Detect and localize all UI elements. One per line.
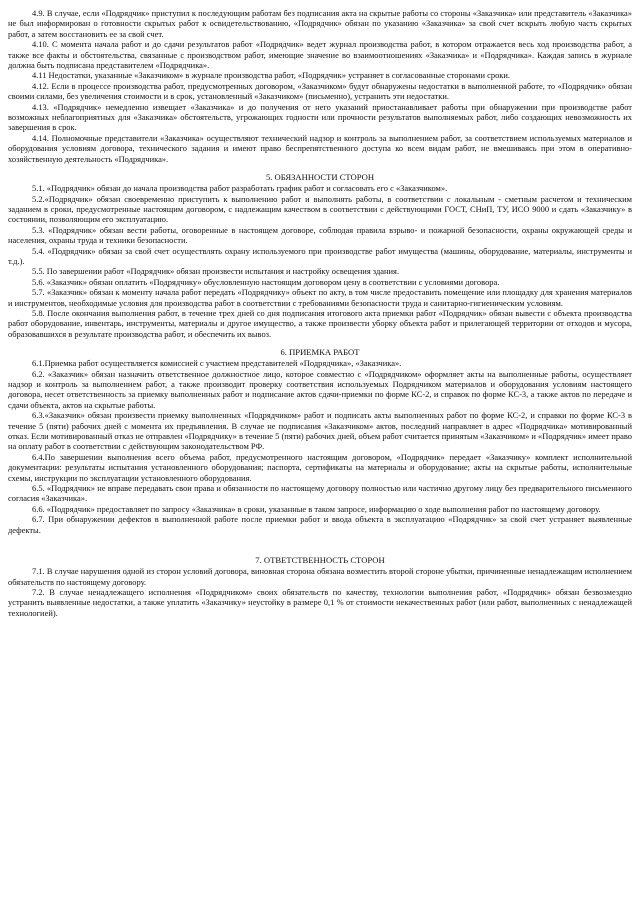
clause-5-5: 5.5. По завершении работ «Подрядчик» обязан произвести испытания и настройку освещения здания. bbox=[32, 266, 400, 277]
clause-4-12: 4.12. Если в процессе производства работ, предусмотренных договором, «Заказчиком» будут обнаружены недостатки в выполненной работе, то «Подрядчик» обязан своими силами, без увеличения стоимости и в срок, установленный «Заказчиком» (письменно), устранить эти недостатки. bbox=[8, 80, 632, 102]
clause-4-9: 4.9. В случае, если «Подрядчик» приступил к последующим работам без подписания акта на скрытые работы со стороны «Заказчика» или представитель «Заказчика» не был информирован о готовности скрытых работ к освидетельствованию, «Подрядчик» обязан по указанию «Заказчика» за свой счет вскрыть любую часть скрытых работ, а затем восстановить ее за свой счет. bbox=[8, 8, 632, 39]
clause-6-6: 6.6. «Подрядчик» предоставляет по запросу «Заказчика» в сроки, указанные в таком запросе, информацию о ходе выполнения работ по настоящему договору. bbox=[32, 503, 601, 514]
clause-7-2: 7.2. В случае ненадлежащего исполнения «Подрядчиком» своих обязательств по качеству, технологии выполнения работ, «Подрядчик» обязан безвозмездно устранить выявленные недостатки, а также уплатить «Заказчику» неустойку в размере 0,1 % от стоимости некачественных работ (или работ, выполненных с ненадлежащей технологией). bbox=[8, 586, 632, 618]
section-7 bbox=[8, 555, 632, 618]
clause-4-10: 4.10. С момента начала работ и до сдачи результатов работ «Подрядчик» ведет журнал производства работ, в котором отражается весь ход производства работ, а также все факты и обстоятельства, связанные с производством работ, имеющие значение во взаимоотношениях «Заказчика» и «Подрядчика». Каждая запись в журнале должна быть подписана представителем «Подрядчика». bbox=[8, 39, 632, 71]
section-6-heading: 6. ПРИЕМКА РАБОТ bbox=[280, 347, 360, 358]
section-4-tail bbox=[8, 8, 632, 164]
section-5-heading: 5. ОБЯЗАННОСТИ СТОРОН bbox=[265, 172, 375, 183]
clause-5-1: 5.1. «Подрядчик» обязан до начала производства работ разработать график работ и согласовать его с «Заказчиком». bbox=[32, 183, 448, 194]
clause-5-7: 5.7. «Заказчик» обязан к моменту начала работ передать «Подрядчику» объект по акту, в том числе предоставить помещение или площадку для хранения материалов и инструментов, необходимые условия для производства работ в соответствии с требованиями безопасности труда и санитарно-гигиеническим условиям. bbox=[8, 287, 632, 308]
clause-4-13: 4.13. «Подрядчик» немедленно извещает «Заказчика» и до получения от него указаний приостанавливает работы при обнаружении при производстве работ возможных неблагоприятных для «Заказчика» обстоятельств, угрожающих годности или прочности результатов выполняемых работ, либо создающих невозможность их завершения в срок. bbox=[8, 101, 632, 133]
clause-5-6: 5.6. «Заказчик» обязан оплатить «Подрядчику» обусловленную настоящим договором цену в соответствии с условиями договора. bbox=[32, 276, 500, 287]
clause-6-2: 6.2. «Заказчик» обязан назначить ответственное должностное лицо, которое совместно с «Подрядчиком» оформляет акты на выполненные работы, осуществляет надзор и контроль за выполнением работ, а также производит проверку соответствия используемых Подрядчиком материалов и оборудования условиям настоящего договора, несет ответственность за приемку выполненных работ и подписание актов сдачи-приемки по форме КС-2, и справок по форме КС-3, а также актов по передаче и сдачи объекта, актов на скрытые работы. bbox=[8, 368, 632, 410]
clause-5-8: 5.8. После окончания выполнения работ, в течение трех дней со дня подписания итогового акта приемки работ «Подрядчик» обязан вывести с объекта производства работ оборудование, инвентарь, инструменты, материалы и другое имущество, а также произвести уборку объекта работ и прилегающей территории от отходов и мусора, образовавшихся в результате производства работ, и обеспечить их вывоз. bbox=[8, 307, 632, 339]
clause-6-1: 6.1.Приемка работ осуществляется комиссией с участием представителей «Подрядчика», «Заказчика». bbox=[32, 358, 402, 369]
clause-5-4: 5.4. «Подрядчик» обязан за свой счет осуществлять охрану используемого при производстве работ имущества (машины, оборудование, материалы, инструменты и т.д.). bbox=[8, 245, 632, 266]
clause-5-2: 5.2.«Подрядчик» обязан своевременно приступить к выполнению работ и выполнять работы, в соответствии с локальным - сметным расчетом и техническим заданием в сроки, предусмотренные настоящим договором, с надлежащим качеством в соответствии с действующими ГОСТ, СНиП, ТУ, ИСО 9000 и сдать «Заказчику» в состоянии, позволяющим его эксплуатацию. bbox=[8, 193, 632, 225]
clause-5-3: 5.3. «Подрядчик» обязан вести работы, оговоренные в настоящем договоре, соблюдая правила взрыво- и пожарной безопасности, охраны окружающей среды и населения, охраны труда и техники безопасности. bbox=[8, 224, 632, 246]
clause-6-4: 6.4.По завершении выполнения всего объема работ, предусмотренного настоящим договором, «Подрядчик» передает «Заказчику» комплект исполнительной документации: результаты испытания установленного оборудования; паспорта, сертификаты на материалы и оборудование; акты на скрытые работы, исполнительные схемы, инструкции по эксплуатации установленного оборудования. bbox=[8, 451, 632, 483]
clause-6-5: 6.5. «Подрядчик» не вправе передавать свои права и обязанности по настоящему договору полностью или частично другому лицу без предварительного письменного согласия «Заказчика». bbox=[8, 483, 632, 504]
clause-4-14: 4.14. Полномочные представители «Заказчика» осуществляют технический надзор и контроль за выполнением работ, за соответствием используемых материалов и оборудования условиям договора, технического задания и имеют право беспрепятственного доступа ко всем видам работ, не вмешиваясь при этом в оперативно-хозяйственную деятельность «Подрядчика». bbox=[8, 132, 632, 164]
section-7-heading: 7. ОТВЕТСТВЕННОСТЬ СТОРОН bbox=[255, 555, 385, 566]
section-6 bbox=[8, 347, 632, 535]
clause-4-11: 4.11 Недостатки, указанные «Заказчиком» в журнале производства работ, «Подрядчик» устраняет в согласованные сторонами сроки. bbox=[32, 70, 511, 81]
clause-6-7: 6.7. При обнаружении дефектов в выполненной работе после приемки работ и ввода объекта в эксплуатацию «Подрядчик» за свой счет устраняет выявленные дефекты. bbox=[8, 514, 632, 535]
clause-7-1: 7.1. В случае нарушения одной из сторон условий договора, виновная сторона обязана возместить второй стороне убытки, причиненные ненадлежащим исполнением обязательств по настоящему договору. bbox=[8, 566, 632, 587]
clause-6-3: 6.3.«Заказчик» обязан произвести приемку выполненных «Подрядчиком» работ и подписать акты выполненных работ по форме КС-2, и справки по форме КС-3 в течение 5 (пяти) рабочих дней с момента их предъявления. В случае не подписания «Заказчиком» актов, последний направляет в адрес «Подрядчика» мотивированный отказ. Если мотивированный отказ не отправлен «Подрядчику» в течение 5 (пяти) рабочих дней, объем работ считается принятым «Заказчиком» и «Подрядчик» имеет право на оплату работ в соответствии с действующим законодательством РФ. bbox=[8, 410, 632, 452]
section-5 bbox=[8, 172, 632, 339]
